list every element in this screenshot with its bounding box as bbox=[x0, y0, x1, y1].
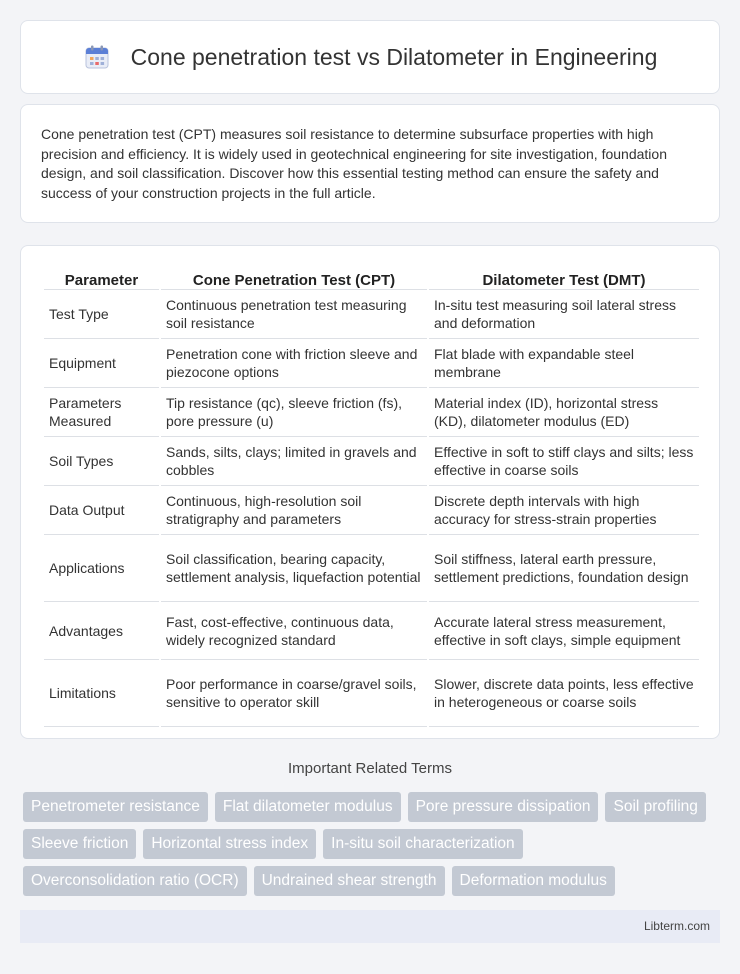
column-header-dmt: Dilatometer Test (DMT) bbox=[429, 266, 699, 290]
term-tag[interactable]: In-situ soil characterization bbox=[323, 829, 523, 859]
row-parameter: Equipment bbox=[44, 339, 159, 388]
row-parameter: Applications bbox=[44, 535, 159, 602]
row-cpt-value: Continuous penetration test measuring soil resistance bbox=[161, 290, 427, 339]
row-dmt-value: Soil stiffness, lateral earth pressure, settlement predictions, foundation design bbox=[429, 535, 699, 602]
table-row bbox=[44, 290, 699, 339]
row-cpt-value: Sands, silts, clays; limited in gravels and cobbles bbox=[161, 437, 427, 486]
table-row bbox=[44, 486, 699, 535]
row-parameter: Test Type bbox=[44, 290, 159, 339]
row-dmt-value: Accurate lateral stress measurement, effective in soft clays, simple equipment bbox=[429, 602, 699, 660]
row-cpt-value: Penetration cone with friction sleeve and piezocone options bbox=[161, 339, 427, 388]
term-tag[interactable]: Sleeve friction bbox=[23, 829, 136, 859]
row-dmt-value: In-situ test measuring soil lateral stress and deformation bbox=[429, 290, 699, 339]
row-dmt-value: Material index (ID), horizontal stress (KD), dilatometer modulus (ED) bbox=[429, 388, 699, 437]
table-row bbox=[44, 535, 699, 602]
row-cpt-value: Continuous, high-resolution soil stratigraphy and parameters bbox=[161, 486, 427, 535]
row-cpt-value: Tip resistance (qc), sleeve friction (fs), pore pressure (u) bbox=[161, 388, 427, 437]
page-title: Cone penetration test vs Dilatometer in Engineering bbox=[130, 43, 658, 70]
term-tag[interactable]: Penetrometer resistance bbox=[23, 792, 208, 822]
column-header-cpt: Cone Penetration Test (CPT) bbox=[161, 266, 427, 290]
row-cpt-value: Poor performance in coarse/gravel soils, sensitive to operator skill bbox=[161, 660, 427, 727]
term-tag[interactable]: Undrained shear strength bbox=[254, 866, 445, 896]
row-parameter: Soil Types bbox=[44, 437, 159, 486]
table-row bbox=[44, 437, 699, 486]
term-tag[interactable]: Overconsolidation ratio (OCR) bbox=[23, 866, 247, 896]
comparison-card bbox=[20, 245, 720, 739]
table-row bbox=[44, 388, 699, 437]
term-tag[interactable]: Flat dilatometer modulus bbox=[215, 792, 401, 822]
row-dmt-value: Slower, discrete data points, less effective in heterogeneous or coarse soils bbox=[429, 660, 699, 727]
row-dmt-value: Flat blade with expandable steel membrane bbox=[429, 339, 699, 388]
table-row bbox=[44, 660, 699, 727]
row-parameter: Limitations bbox=[44, 660, 159, 727]
intro-card bbox=[20, 104, 720, 223]
calendar-icon bbox=[83, 43, 111, 71]
table-row bbox=[44, 602, 699, 660]
header bbox=[83, 43, 658, 71]
row-cpt-value: Fast, cost-effective, continuous data, widely recognized standard bbox=[161, 602, 427, 660]
footer-brand-link[interactable]: Libterm.com bbox=[643, 919, 710, 933]
row-cpt-value: Soil classification, bearing capacity, settlement analysis, liquefaction potential bbox=[161, 535, 427, 602]
related-terms-title: Important Related Terms bbox=[288, 760, 452, 777]
row-parameter: Advantages bbox=[44, 602, 159, 660]
term-tag[interactable]: Horizontal stress index bbox=[143, 829, 316, 859]
row-dmt-value: Discrete depth intervals with high accuracy for stress-strain properties bbox=[429, 486, 699, 535]
column-header-parameter: Parameter bbox=[44, 266, 159, 290]
comparison-table bbox=[42, 266, 701, 727]
row-parameter: Parameters Measured bbox=[44, 388, 159, 437]
footer bbox=[20, 910, 720, 943]
intro-text: Cone penetration test (CPT) measures soil resistance to determine subsurface properties with high precision and efficiency. It is widely used in geotechnical engineering for site investigation, foundation design, and soil classification. Discover how this essential testing method can ensure the safety and success of your construction projects in the full article. bbox=[41, 126, 667, 201]
related-terms-list bbox=[23, 792, 723, 896]
header-card bbox=[20, 20, 720, 94]
table-row bbox=[44, 339, 699, 388]
term-tag[interactable]: Pore pressure dissipation bbox=[408, 792, 599, 822]
term-tag[interactable]: Deformation modulus bbox=[452, 866, 615, 896]
row-dmt-value: Effective in soft to stiff clays and silts; less effective in coarse soils bbox=[429, 437, 699, 486]
table-header-row bbox=[44, 266, 699, 290]
row-parameter: Data Output bbox=[44, 486, 159, 535]
term-tag[interactable]: Soil profiling bbox=[605, 792, 705, 822]
